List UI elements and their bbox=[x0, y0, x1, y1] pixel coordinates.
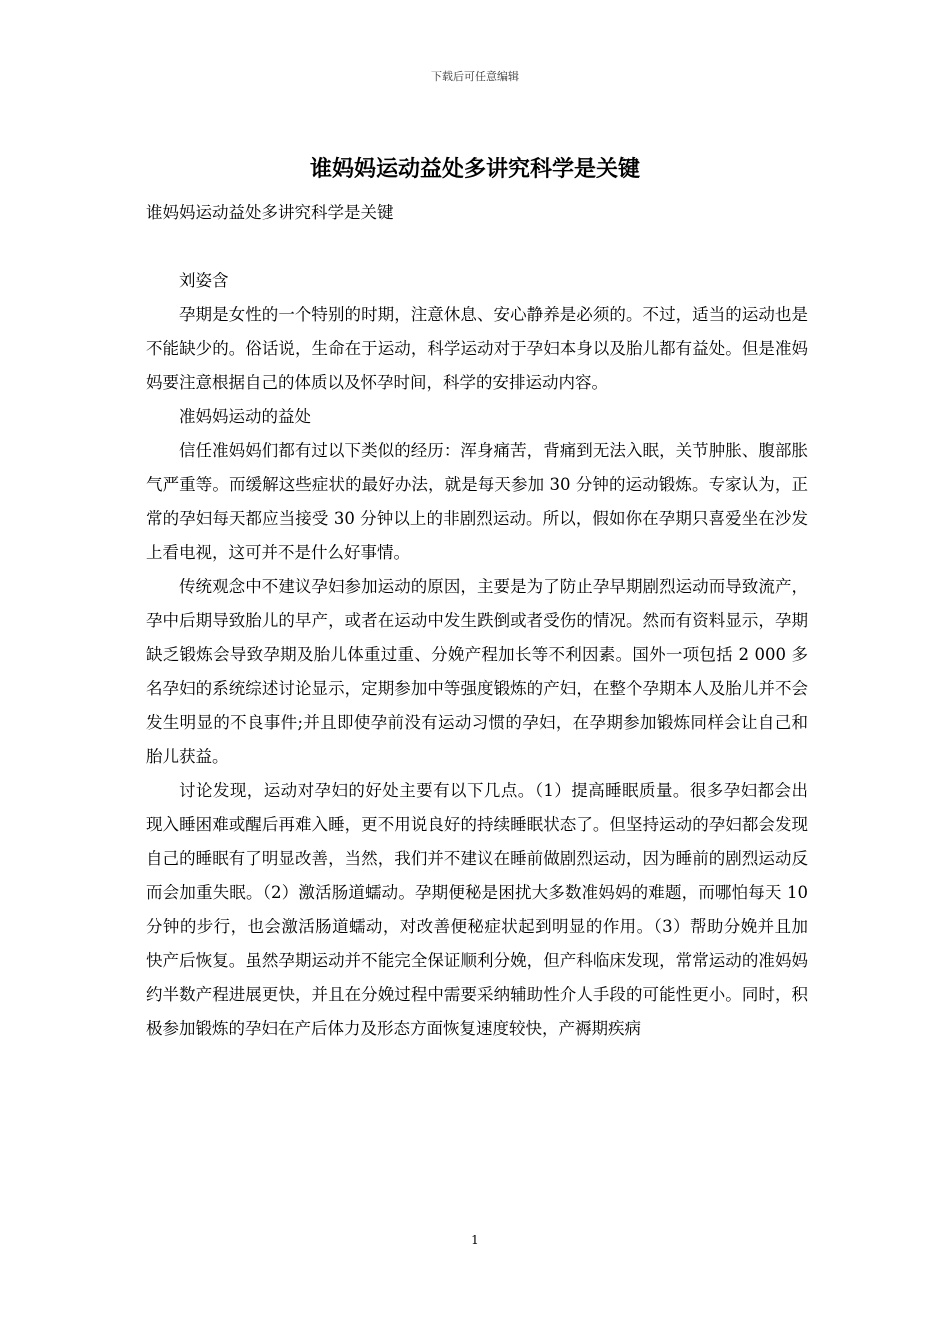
header-note: 下载后可任意编辑 bbox=[431, 70, 519, 83]
author-name: 刘姿含 bbox=[179, 271, 229, 290]
blank-line bbox=[146, 230, 808, 264]
paragraph-traditional-view: 传统观念中不建议孕妇参加运动的原因，主要是为了防止孕早期剧烈运动而导致流产，孕中后期导致胎儿的早产，或者在运动中发生跌倒或者受伤的情况。然而有资料显示，孕期缺乏锻炼会导致孕期及胎儿体重过重、分娩产程加长等不利因素。国外一项包括 2 000 多名孕妇的系统综述讨论显示，定期参加中等强度锻炼的产妇，在整个孕期本人及胎儿并不会发生明显的不良事件;并且即使孕前没有运动习惯的孕妇，在孕期参加锻炼同样会让自己和胎儿获益。 bbox=[146, 577, 808, 766]
paragraph-symptoms: 信任准妈妈们都有过以下类似的经历：浑身痛苦，背痛到无法入眠，关节肿胀、腹部胀气严重等。而缓解这些症状的最好办法，就是每天参加 30 分钟的运动锻炼。专家认为，正常的孕妇每天都应当接受 30 分钟以上的非剧烈运动。所以，假如你在孕期只喜爱坐在沙发上看电视，这可并不是什么好事情。 bbox=[146, 441, 808, 562]
page-number: 1 bbox=[471, 1233, 479, 1247]
paragraph-intro: 孕期是女性的一个特别的时期，注意休息、安心静养是必须的。不过，适当的运动也是不能缺少的。俗话说，生命在于运动，科学运动对于孕妇本身以及胎儿都有益处。但是准妈妈要注意根据自己的体质以及怀孕时间，科学的安排运动内容。 bbox=[146, 305, 808, 392]
document-title: 谁妈妈运动益处多讲究科学是关键 bbox=[309, 156, 640, 182]
document-body bbox=[146, 196, 808, 1046]
section-heading-benefits: 准妈妈运动的益处 bbox=[179, 407, 311, 426]
paragraph-research-benefits: 讨论发现，运动对孕妇的好处主要有以下几点。（1）提高睡眠质量。很多孕妇都会出现入睡困难或醒后再难入睡，更不用说良好的持续睡眠状态了。但坚持运动的孕妇都会发现自己的睡眠有了明显改善，当然，我们并不建议在睡前做剧烈运动，因为睡前的剧烈运动反而会加重失眠。（2）激活肠道蠕动。孕期便秘是困扰大多数准妈妈的难题，而哪怕每天 10 分钟的步行，也会激活肠道蠕动，对改善便秘症状起到明显的作用。（3）帮助分娩并且加快产后恢复。虽然孕期运动并不能完全保证顺利分娩，但产科临床发现，常常运动的准妈妈约半数产程进展更快，并且在分娩过程中需要采纳辅助性介人手段的可能性更小。同时，积极参加锻炼的孕妇在产后体力及形态方面恢复速度较快，产褥期疾病 bbox=[146, 781, 808, 1038]
document-subtitle: 谁妈妈运动益处多讲究科学是关键 bbox=[146, 203, 394, 222]
